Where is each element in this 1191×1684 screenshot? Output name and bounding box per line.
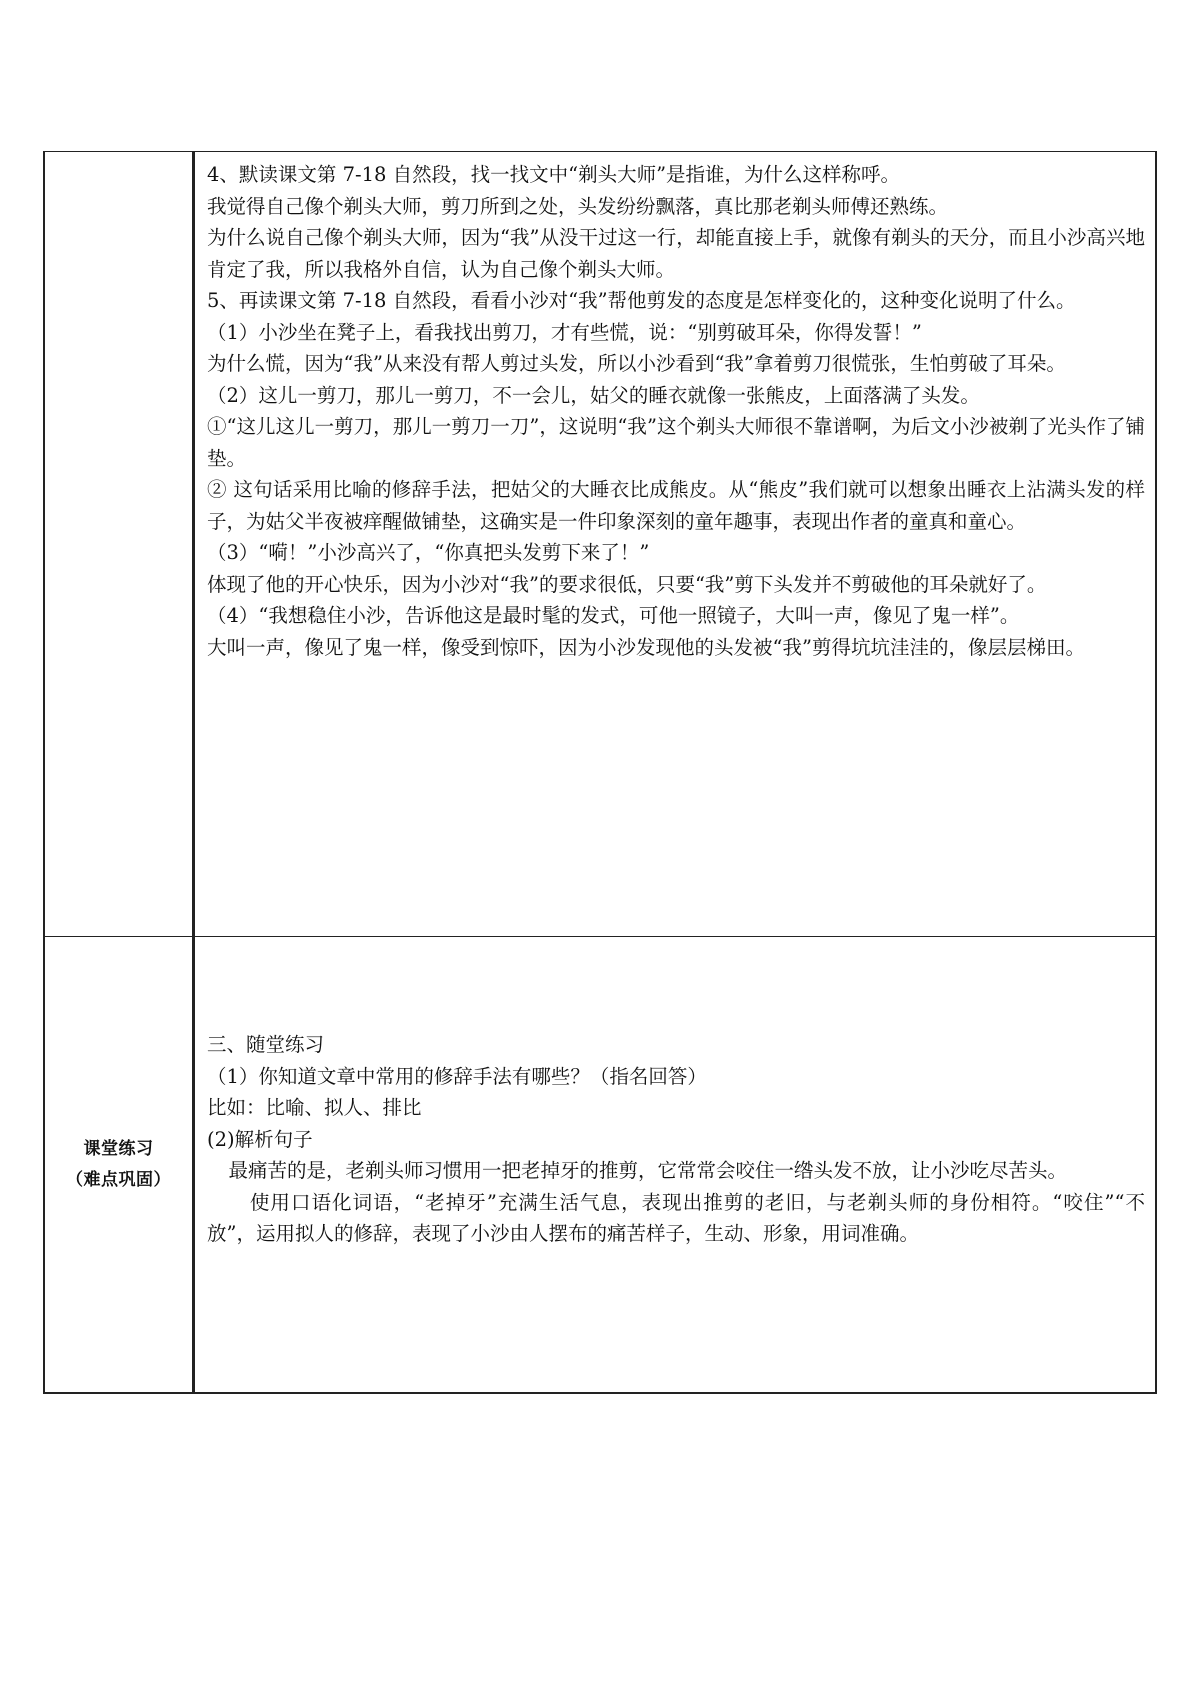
paragraph: 我觉得自己像个剃头大师，剪刀所到之处，头发纷纷飘落，真比那老剃头师傅还熟练。 — [207, 194, 949, 218]
paragraph: 比如：比喻、拟人、排比 — [207, 1096, 422, 1119]
paragraph: ② 这句话采用比喻的修辞手法，把姑父的大睡衣比成熊皮。从“熊皮”我们就可以想象出睡衣上沾满头发的样子，为姑父半夜被痒醒做铺垫，这确实是一件印象深刻的童年趣事，表现出作者的童真和童心。 — [207, 478, 1145, 533]
section-heading: 三、随堂练习 — [207, 1033, 325, 1056]
paragraph: 使用口语化词语，“老掉牙”充满生活气息，表现出推剪的老旧，与老剃头师的身份相符。“咬住”“不放”，运用拟人的修辞，表现了小沙由人摆布的痛苦样子，生动、形象，用词准确。 — [207, 1190, 1145, 1245]
table-row-practice — [43, 936, 1157, 1394]
row-label-cell — [45, 937, 192, 1392]
row-content — [207, 1029, 1145, 1250]
column-divider — [192, 937, 195, 1392]
paragraph: (2)解析句子 — [207, 1127, 313, 1151]
row-content — [207, 159, 1145, 663]
paragraph: 5、再读课文第 7-18 自然段，看看小沙对“我”帮他剪发的态度是怎样变化的，这种变化说明了什么。 — [207, 289, 1076, 312]
paragraph: 大叫一声，像见了鬼一样，像受到惊吓，因为小沙发现他的头发被“我”剪得坑坑洼洼的，像层层梯田。 — [207, 635, 1085, 659]
paragraph: 4、默读课文第 7-18 自然段，找一找文中“剃头大师”是指谁，为什么这样称呼。 — [207, 163, 901, 186]
paragraph: ①“这儿这儿一剪刀，那儿一剪刀一刀”，这说明“我”这个剃头大师很不靠谱啊，为后文小沙被剃了光头作了铺垫。 — [207, 415, 1145, 470]
paragraph: （4）“我想稳住小沙，告诉他这是最时髦的发式，可他一照镜子，大叫一声，像见了鬼一样”。 — [207, 604, 1020, 627]
paragraph: 为什么慌，因为“我”从来没有帮人剪过头发，所以小沙看到“我”拿着剪刀很慌张，生怕剪破了耳朵。 — [207, 352, 1066, 375]
paragraph: 为什么说自己像个剃头大师，因为“我”从没干过这一行，却能直接上手，就像有剃头的天分，而且小沙高兴地肯定了我，所以我格外自信，认为自己像个剃头大师。 — [207, 226, 1145, 281]
row-label-subtitle: （难点巩固） — [66, 1169, 171, 1190]
paragraph: （2）这儿一剪刀，那儿一剪刀，不一会儿，姑父的睡衣就像一张熊皮，上面落满了头发。 — [207, 383, 980, 407]
table-row-reading — [43, 151, 1157, 936]
paragraph: （1）小沙坐在凳子上，看我找出剪刀，才有些慌，说：“别剪破耳朵，你得发誓！” — [207, 320, 922, 344]
row-label-cell — [45, 152, 192, 936]
column-divider — [192, 152, 195, 936]
paragraph: （1）你知道文章中常用的修辞手法有哪些？（指名回答） — [207, 1064, 707, 1088]
row-label-title: 课堂练习 — [83, 1138, 154, 1159]
paragraph: 最痛苦的是，老剃头师习惯用一把老掉牙的推剪，它常常会咬住一绺头发不放，让小沙吃尽苦头。 — [228, 1159, 1067, 1182]
paragraph: 体现了他的开心快乐，因为小沙对“我”的要求很低，只要“我”剪下头发并不剪破他的耳朵就好了。 — [207, 572, 1047, 596]
paragraph: （3）“嗬！”小沙高兴了，“你真把头发剪下来了！” — [207, 541, 650, 564]
